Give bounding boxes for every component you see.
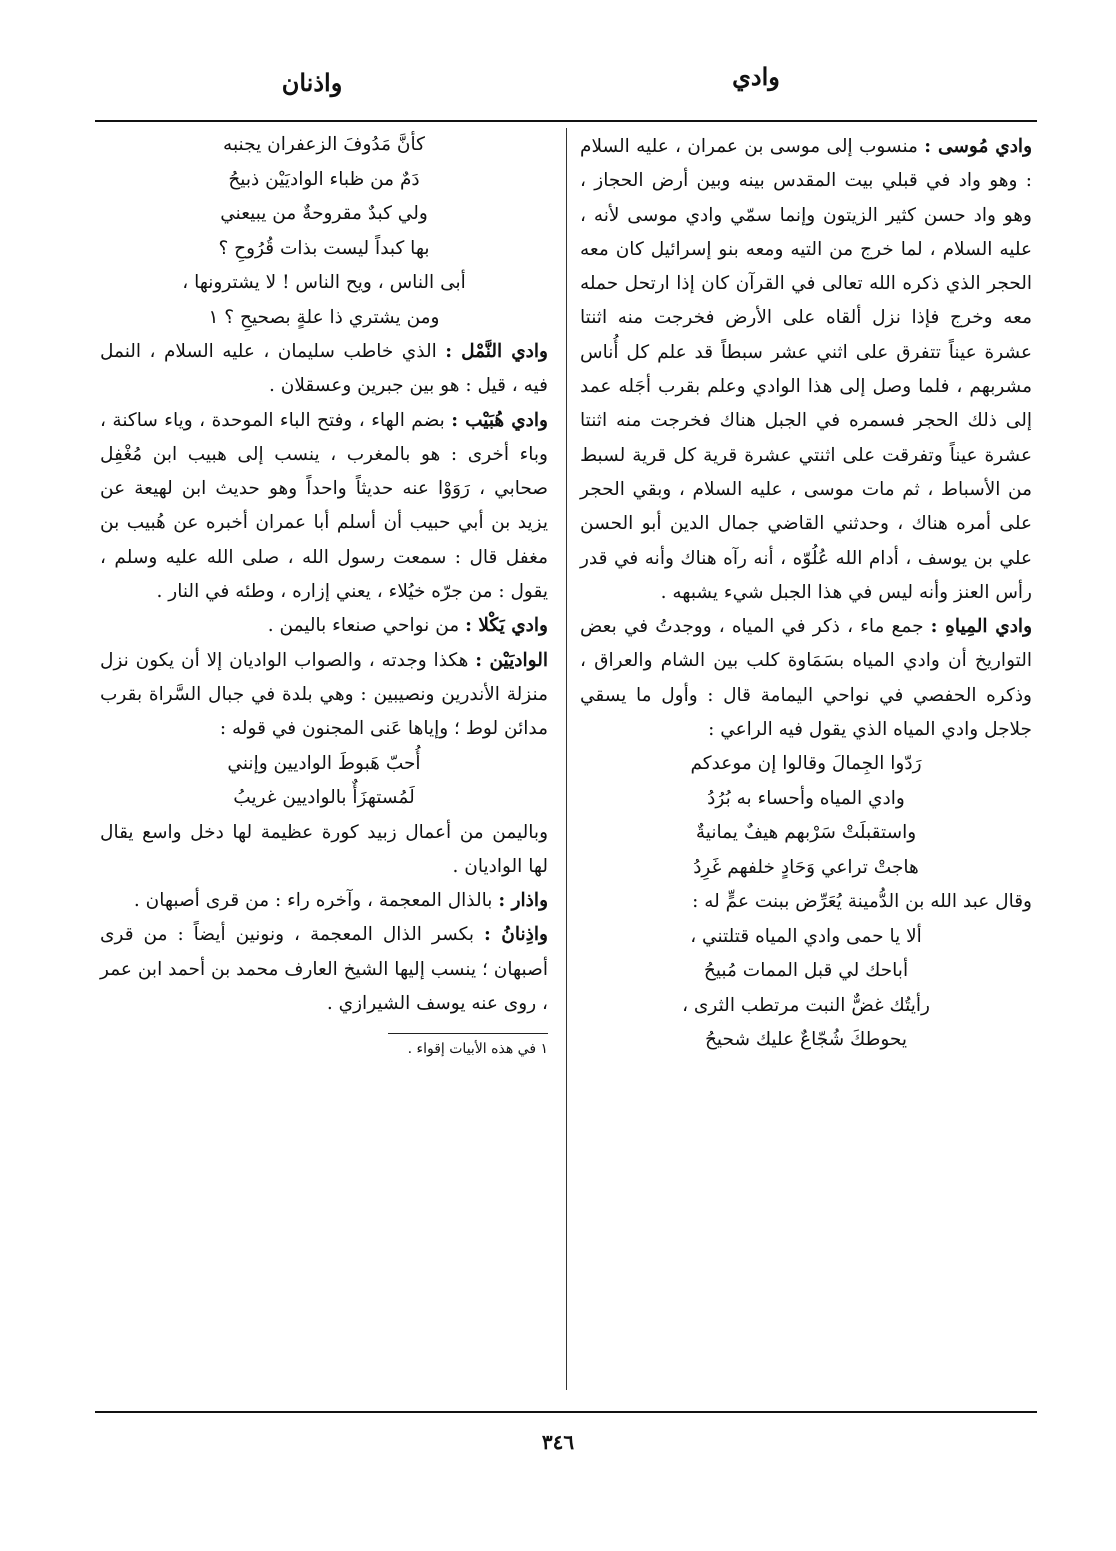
verse-line: واستقبلَتْ سَرْبهم هيفٌ يمانيةٌ xyxy=(695,822,917,844)
verse-line: كأنَّ مَدُوفَ الزعفران يجنبه xyxy=(223,134,425,155)
running-head-right: وادي xyxy=(732,62,780,91)
running-head-left: واذنان xyxy=(281,68,343,97)
headword: وادي مُوسى : xyxy=(924,136,1033,157)
verse-line: ولي كبدٌ مقروحةٌ من يبيعني xyxy=(220,203,428,224)
headword: وادي المِياهِ : xyxy=(930,616,1033,638)
verse-line: ألا يا حمى وادي المياه قتلتني ، xyxy=(690,925,922,947)
verse-block xyxy=(100,128,548,335)
verse-line: أباحك لي قبل الممات مُبيحُ xyxy=(703,960,909,982)
entry-text: الذي خاطب سليمان ، عليه السلام ، النمل فيه ، قيل : هو بين جبرين وعسقلان . xyxy=(100,341,548,397)
top-rule xyxy=(95,120,1037,122)
entry-text: بضم الهاء ، وفتح الباء الموحدة ، وياء ساكنة ، وباء أخرى : هو بالمغرب ، ينسب إلى هبيب ابن مُغْفِل صحابي ، رَوَوْا عنه حديثاً واحداً وهو حديث ابن لهيعة عن يزيد بن أبي حبيب أن أسلم أبا عمران أخبره عن هُبيب بن مغفل قال : سمعت رسول الله ، صلى الله عليه وسلم ، يقول : من جرّه خيُلاء ، يعني إزاره ، وطئه في النار . xyxy=(100,409,548,603)
headword: وادي النَّمْل : xyxy=(445,341,548,362)
footnote: ١ في هذه الأبيات إقواء . xyxy=(407,1041,548,1058)
transition-line: وقال عبد الله بن الدُّمينة يُعَرِّض ببنت عمٍّ له : xyxy=(692,891,1032,913)
verse-block xyxy=(580,920,1032,1058)
verse-line: دَمٌ من ظباء الواديَيْن ذبيحُ xyxy=(228,168,420,190)
verse-line: لَمُستهزَأٌ بالواديين غريبُ xyxy=(233,787,415,809)
verse-line: ومن يشتري ذا علةٍ بصحيحِ ؟ ١ xyxy=(208,306,440,328)
headword: واذار : xyxy=(498,890,548,912)
right-column xyxy=(580,130,1032,1058)
entry-text: منسوب إلى موسى بن عمران ، عليه السلام : وهو واد في قبلي بيت المقدس بينه وبين أرض الحجاز ، وهو واد حسن كثير الزيتون وإنما سمّي وادي موسى لأنه ، عليه السلام ، لما خرج من التيه ومعه بنو إسرائيل كان معه الحجر الذي ذكره الله تعالى في القرآن كان إذا ارتحل حمله معه وخرج فإذا نزل ألقاه على الأرض فخرجت منه اثنتا عشرة عيناً تتفرق على اثني عشر سبطاً قد علم كل أُناس مشربهم ، فلما وصل إلى هذا الوادي وعلم بقرب أجَله عمد إلى ذلك الحجر فسمره في الجبل هناك فخرجت منه اثنتا عشرة عيناً وتفرقت على اثنتي عشرة قرية كل قرية لسبط من الأسباط ، ثم مات موسى ، عليه السلام ، وبقي الحجر على أمره هناك ، وحدثني القاضي جمال الدين أبو الحسن علي بن يوسف ، أدام الله عُلُوّه ، أنه رآه هناك وأنه في قدر رأس العنز وأنه ليس في هذا الجبل شيء يشبهه . xyxy=(580,136,1032,603)
footnote-rule xyxy=(388,1033,548,1034)
verse-line: رَدّوا الجِمالَ وقالوا إن موعدكم xyxy=(690,753,922,775)
entry-wadhar xyxy=(100,884,548,918)
page-number: ٣٤٦ xyxy=(541,1430,575,1454)
entry-text: بالذال المعجمة ، وآخره راء : من قرى أصبهان . xyxy=(133,890,493,912)
entry-text: جمع ماء ، ذكر في المياه ، ووجدتُ في بعض التواريخ أن وادي المياه بسَمَاوة كلب بين الشام والعراق ، وذكره الحفصي في نواحي اليمامة قال : وأول ما يسقي جلاجل وادي المياه الذي يقول فيه الراعي : xyxy=(580,616,1032,741)
verse-block xyxy=(580,747,1032,885)
entry-wadi-yakla xyxy=(100,609,548,643)
verse-line: بها كبداً ليست بذات قُرُوحِ ؟ xyxy=(218,237,430,259)
headword: وادي يَكْلا : xyxy=(465,615,548,637)
left-column xyxy=(100,128,548,1060)
entry-text: بكسر الذال المعجمة ، ونونين أيضاً : من قرى أصبهان ؛ ينسب إليها الشيخ العارف محمد بن أحمد ابن عمر ، روى عنه يوسف الشيرازي . xyxy=(100,924,548,1015)
entry-text: هكذا وجدته ، والصواب الواديان إلا أن يكون نزل منزلة الأندرين ونصيبين : وهي بلدة في جبال السَّراة بقرب مدائن لوط ؛ وإياها عَنى المجنون في قوله : xyxy=(100,649,548,740)
entry-wadi-musa xyxy=(580,130,1032,610)
entry-al-wadiyayn xyxy=(100,644,548,747)
verse-block xyxy=(100,747,548,816)
verse-line: وادي المياه وأحساء به بُرُدُ xyxy=(707,787,905,809)
headword: وادي هُبَيْب : xyxy=(451,409,548,431)
entry-wadi-hubayb xyxy=(100,404,548,610)
verse-line: يحوطكَ شُجّاعٌ عليك شحيحُ xyxy=(704,1029,908,1051)
entry-wadi-al-naml xyxy=(100,335,548,404)
headword: الواديَيْن : xyxy=(475,649,548,671)
bottom-rule xyxy=(95,1411,1037,1413)
verse-line: هاجتْ تراعي وَحَادٍ خلفهم غَرِدُ xyxy=(693,856,919,878)
entry-continuation: وباليمن من أعمال زبيد كورة عظيمة لها دخل واسع يقال لها الواديان . xyxy=(100,821,548,877)
verse-line: أبى الناس ، ويح الناس ! لا يشترونها ، xyxy=(182,272,466,293)
entry-text: من نواحي صنعاء باليمن . xyxy=(267,615,460,637)
headword: واذِنانُ : xyxy=(483,924,548,946)
column-divider xyxy=(566,128,567,1390)
verse-line: أُحبّ هَبوطَ الواديين وإنني xyxy=(227,752,421,774)
verse-line: رأيتُك غضٌّ النبت مرتطب الثرى ، xyxy=(682,994,930,1016)
entry-wadhnan xyxy=(100,918,548,1021)
entry-wadi-al-miyah xyxy=(580,610,1032,747)
